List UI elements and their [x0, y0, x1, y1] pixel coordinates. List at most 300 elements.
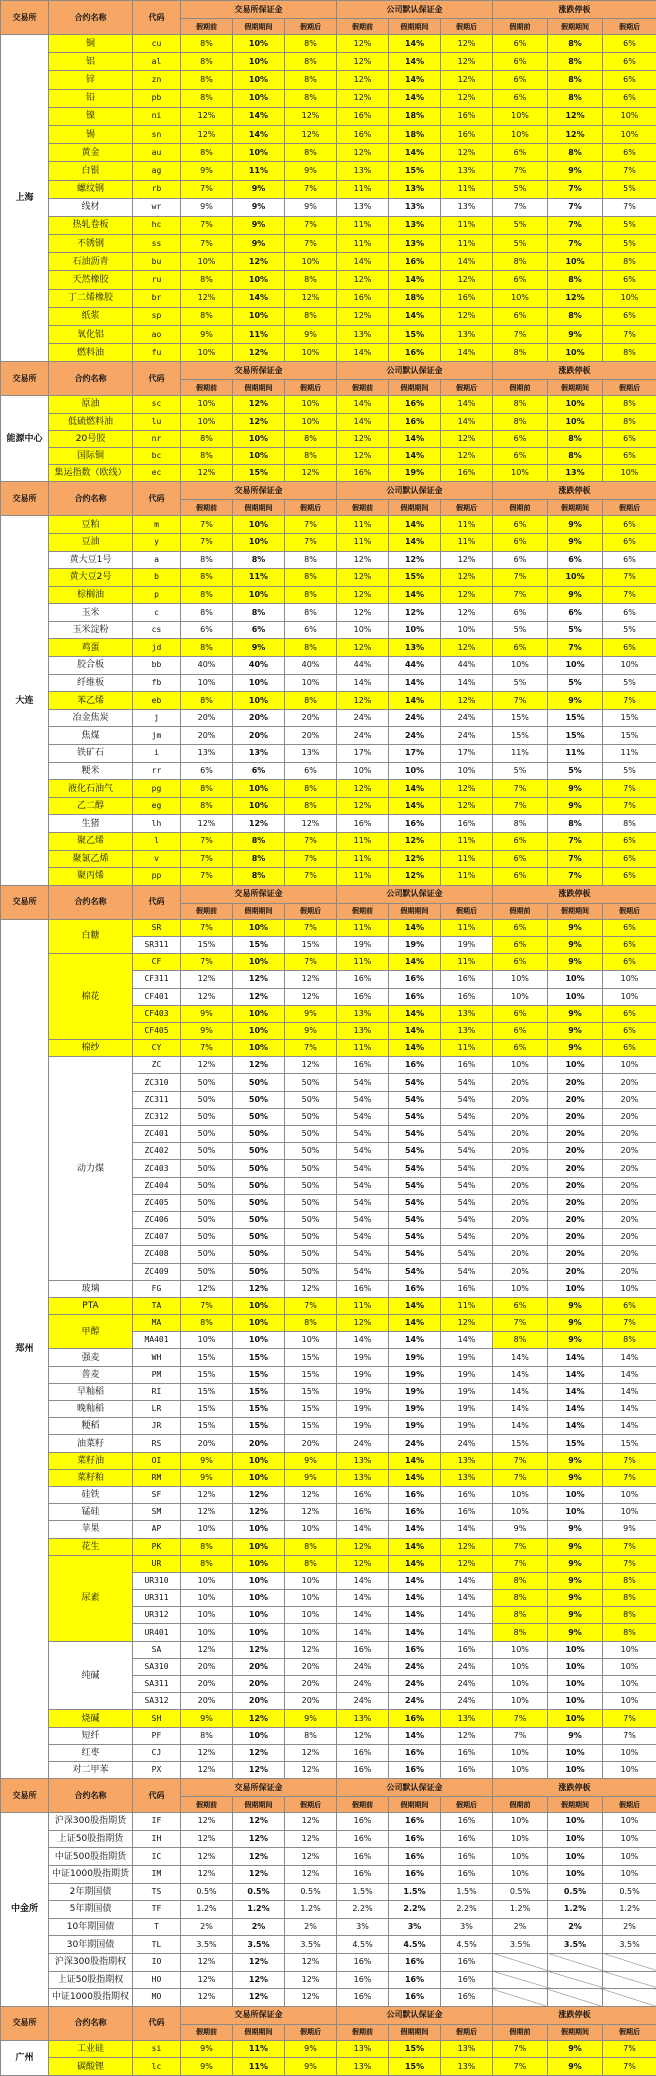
- value-cell: 14%: [389, 1538, 441, 1555]
- contract-name: 短纤: [49, 1727, 133, 1744]
- value-cell: 8%: [285, 89, 337, 107]
- value-cell: 12%: [337, 271, 389, 289]
- value-cell: 12%: [181, 465, 233, 482]
- contract-code: bu: [133, 253, 181, 271]
- value-cell: 6%: [603, 307, 656, 325]
- value-cell: 20%: [233, 1693, 285, 1710]
- value-cell: 10%: [389, 621, 441, 639]
- value-cell: 16%: [389, 971, 441, 988]
- value-cell: 12%: [181, 1057, 233, 1074]
- value-cell: 7%: [493, 797, 548, 815]
- table-row: [1, 569, 656, 587]
- value-cell: 10%: [493, 1830, 548, 1848]
- value-cell: 14%: [389, 516, 441, 534]
- value-cell: 50%: [285, 1211, 337, 1228]
- value-cell: 9%: [548, 162, 603, 180]
- value-cell: 7%: [548, 868, 603, 886]
- value-cell: 9%: [548, 1315, 603, 1332]
- value-cell: 15%: [181, 1383, 233, 1400]
- value-cell: 6%: [603, 1022, 656, 1039]
- value-cell: 20%: [493, 1177, 548, 1194]
- contract-code: ZC: [133, 1057, 181, 1074]
- value-cell: 8%: [603, 1572, 656, 1589]
- value-cell: 17%: [389, 745, 441, 763]
- value-cell: 8%: [548, 53, 603, 71]
- value-cell: 7%: [548, 198, 603, 216]
- contract-code: i: [133, 745, 181, 763]
- value-cell: 12%: [337, 639, 389, 657]
- value-cell: 16%: [441, 1848, 493, 1866]
- contract-name: 晚籼稻: [49, 1401, 133, 1418]
- table-row: [1, 1057, 656, 1074]
- value-cell: 16%: [337, 1057, 389, 1074]
- header-period: 假期后: [285, 1797, 337, 1813]
- value-cell: 7%: [548, 833, 603, 851]
- value-cell: 54%: [441, 1126, 493, 1143]
- value-cell: 8%: [181, 35, 233, 53]
- value-cell: 13%: [441, 1469, 493, 1486]
- value-cell: 50%: [181, 1194, 233, 1211]
- value-cell: 8%: [181, 639, 233, 657]
- value-cell: 16%: [389, 988, 441, 1005]
- contract-name: 铝: [49, 53, 133, 71]
- value-cell: 1.2%: [603, 1901, 656, 1919]
- value-cell: 54%: [441, 1091, 493, 1108]
- value-cell: 54%: [337, 1246, 389, 1263]
- contract-code: SR: [133, 919, 181, 936]
- value-cell: 7%: [603, 1538, 656, 1555]
- value-cell: 6%: [603, 868, 656, 886]
- value-cell: 20%: [603, 1160, 656, 1177]
- contract-code: zn: [133, 71, 181, 89]
- value-cell: 50%: [285, 1143, 337, 1160]
- contract-code: ag: [133, 162, 181, 180]
- value-cell: 14%: [389, 1332, 441, 1349]
- value-cell: 14%: [493, 1401, 548, 1418]
- value-cell: 2.2%: [441, 1901, 493, 1919]
- value-cell: 20%: [603, 1143, 656, 1160]
- value-cell: 10%: [233, 1521, 285, 1538]
- value-cell: 15%: [233, 1366, 285, 1383]
- value-cell: 9%: [181, 162, 233, 180]
- value-cell: 14%: [389, 692, 441, 710]
- contract-name: 5年期国债: [49, 1901, 133, 1919]
- value-cell: 20%: [548, 1091, 603, 1108]
- value-cell: 16%: [389, 815, 441, 833]
- value-cell: 9%: [548, 1727, 603, 1744]
- value-cell: 16%: [337, 815, 389, 833]
- value-cell: 10%: [548, 1813, 603, 1831]
- value-cell: 10%: [233, 797, 285, 815]
- contract-code: CF403: [133, 1005, 181, 1022]
- value-cell: 15%: [181, 1401, 233, 1418]
- value-cell: 14%: [493, 1383, 548, 1400]
- value-cell: 8%: [181, 604, 233, 622]
- value-cell: 5%: [603, 235, 656, 253]
- value-cell: 20%: [181, 709, 233, 727]
- value-cell: 6%: [493, 447, 548, 464]
- contract-name: 天然橡胶: [49, 271, 133, 289]
- value-cell: 10%: [603, 1486, 656, 1503]
- value-cell: 7%: [285, 850, 337, 868]
- value-cell: 6%: [493, 1297, 548, 1314]
- value-cell: 8%: [493, 1332, 548, 1349]
- value-cell: 6%: [181, 762, 233, 780]
- value-cell: 7%: [181, 833, 233, 851]
- contract-code: lh: [133, 815, 181, 833]
- value-cell: 9%: [548, 797, 603, 815]
- value-cell: 19%: [441, 1349, 493, 1366]
- value-cell: 12%: [285, 815, 337, 833]
- table-row: [1, 919, 656, 936]
- value-cell: 10%: [337, 621, 389, 639]
- value-cell: 20%: [181, 1676, 233, 1693]
- value-cell: 9%: [493, 1521, 548, 1538]
- header-period: 假期后: [441, 2024, 493, 2040]
- value-cell: 13%: [441, 2058, 493, 2076]
- value-cell: 8%: [233, 833, 285, 851]
- value-cell: 8%: [493, 396, 548, 413]
- value-cell: 54%: [441, 1108, 493, 1125]
- value-cell: 16%: [441, 289, 493, 307]
- contract-code: HO: [133, 1971, 181, 1989]
- value-cell: 54%: [389, 1143, 441, 1160]
- value-cell: 16%: [389, 1641, 441, 1658]
- header-price-limit: 涨跌停板: [493, 482, 656, 500]
- value-cell: 8%: [181, 271, 233, 289]
- exchange-name: 上海: [1, 35, 49, 362]
- value-cell: 12%: [285, 1641, 337, 1658]
- contract-name: 碳酸锂: [49, 2058, 133, 2076]
- header-period: 假期前: [337, 1797, 389, 1813]
- value-cell: 12%: [233, 971, 285, 988]
- value-cell: 54%: [389, 1246, 441, 1263]
- value-cell: 12%: [285, 465, 337, 482]
- value-cell: 14%: [389, 919, 441, 936]
- table-row: [1, 35, 656, 53]
- contract-name: 沪深300股指期权: [49, 1953, 133, 1971]
- value-cell: 12%: [181, 1813, 233, 1831]
- value-cell: 10%: [233, 144, 285, 162]
- contract-code: ZC310: [133, 1074, 181, 1091]
- value-cell: 12%: [548, 107, 603, 125]
- value-cell: 6%: [603, 1297, 656, 1314]
- value-cell: 8%: [181, 1538, 233, 1555]
- contract-name: 玉米: [49, 604, 133, 622]
- value-cell: 12%: [337, 604, 389, 622]
- value-cell: 8%: [548, 815, 603, 833]
- value-cell: 16%: [337, 125, 389, 143]
- table-row: [1, 2040, 656, 2058]
- value-cell: 8%: [285, 586, 337, 604]
- value-cell: 12%: [441, 271, 493, 289]
- value-cell: 19%: [389, 1349, 441, 1366]
- value-cell: 5%: [548, 621, 603, 639]
- value-cell: 16%: [389, 1813, 441, 1831]
- value-cell: 16%: [389, 396, 441, 413]
- contract-name: 玉米淀粉: [49, 621, 133, 639]
- value-cell: 6%: [603, 551, 656, 569]
- value-cell: 50%: [181, 1160, 233, 1177]
- value-cell: 6%: [493, 71, 548, 89]
- value-cell: 12%: [441, 551, 493, 569]
- value-cell: 8%: [181, 797, 233, 815]
- value-cell: 10%: [181, 253, 233, 271]
- table-row: [1, 271, 656, 289]
- value-cell: 10%: [548, 1504, 603, 1521]
- section-header-row: [1, 1779, 656, 1797]
- value-cell: 16%: [337, 1641, 389, 1658]
- contract-code: MO: [133, 1989, 181, 2007]
- value-cell: 54%: [337, 1143, 389, 1160]
- value-cell: 19%: [389, 1366, 441, 1383]
- value-cell: 11%: [441, 180, 493, 198]
- contract-name: 玻璃: [49, 1280, 133, 1297]
- table-row: [1, 604, 656, 622]
- value-cell: 10%: [603, 465, 656, 482]
- value-cell: 16%: [337, 1280, 389, 1297]
- value-cell: 7%: [181, 1040, 233, 1057]
- value-cell: 19%: [441, 1383, 493, 1400]
- value-cell: 2.2%: [389, 1901, 441, 1919]
- value-cell: 9%: [548, 1469, 603, 1486]
- value-cell: 10%: [493, 1744, 548, 1761]
- value-cell: 8%: [603, 1332, 656, 1349]
- exchange-name: 郑州: [1, 919, 49, 1778]
- table-row: [1, 797, 656, 815]
- value-cell: 8%: [493, 815, 548, 833]
- value-cell: 16%: [337, 1504, 389, 1521]
- contract-name: 黄金: [49, 144, 133, 162]
- value-cell: 7%: [493, 1727, 548, 1744]
- value-cell: 10%: [233, 954, 285, 971]
- contract-code: MA401: [133, 1332, 181, 1349]
- value-cell: 10%: [548, 1761, 603, 1778]
- value-cell: 10%: [389, 762, 441, 780]
- value-cell: 1.5%: [389, 1883, 441, 1901]
- value-cell: 24%: [441, 1658, 493, 1675]
- contract-code: si: [133, 2040, 181, 2058]
- value-cell: 7%: [285, 216, 337, 234]
- value-cell: [603, 1989, 656, 2007]
- value-cell: 7%: [603, 2058, 656, 2076]
- value-cell: 11%: [337, 516, 389, 534]
- value-cell: 16%: [389, 1971, 441, 1989]
- value-cell: 14%: [441, 396, 493, 413]
- value-cell: 12%: [337, 586, 389, 604]
- value-cell: 10%: [603, 971, 656, 988]
- contract-code: jm: [133, 727, 181, 745]
- value-cell: 7%: [285, 919, 337, 936]
- header-period: 假期前: [181, 903, 233, 919]
- value-cell: 54%: [337, 1091, 389, 1108]
- contract-name: 10年期国债: [49, 1918, 133, 1936]
- value-cell: 12%: [285, 1280, 337, 1297]
- value-cell: 8%: [548, 271, 603, 289]
- value-cell: 19%: [441, 936, 493, 953]
- header-period: 假期期间: [389, 903, 441, 919]
- contract-name: 冶金焦炭: [49, 709, 133, 727]
- value-cell: 12%: [337, 797, 389, 815]
- value-cell: 6%: [233, 621, 285, 639]
- value-cell: 14%: [603, 1418, 656, 1435]
- value-cell: 19%: [337, 936, 389, 953]
- contract-code: SA: [133, 1641, 181, 1658]
- value-cell: 1.2%: [493, 1901, 548, 1919]
- value-cell: 8%: [548, 71, 603, 89]
- value-cell: 16%: [441, 1057, 493, 1074]
- value-cell: 8%: [181, 780, 233, 798]
- value-cell: 10%: [548, 657, 603, 675]
- header-company-margin: 公司默认保证金: [337, 1, 493, 19]
- contract-name: 鸡蛋: [49, 639, 133, 657]
- value-cell: 8%: [285, 307, 337, 325]
- contract-name: 棕榈油: [49, 586, 133, 604]
- value-cell: 10%: [548, 1744, 603, 1761]
- table-row: [1, 180, 656, 198]
- value-cell: 10%: [548, 1848, 603, 1866]
- value-cell: 5%: [603, 762, 656, 780]
- value-cell: 5%: [603, 216, 656, 234]
- header-period: 假期期间: [548, 19, 603, 35]
- header-exchange-margin: 交易所保证金: [181, 362, 337, 380]
- value-cell: 20%: [233, 1676, 285, 1693]
- value-cell: 13%: [337, 162, 389, 180]
- value-cell: 20%: [233, 1658, 285, 1675]
- value-cell: 10%: [285, 674, 337, 692]
- value-cell: 8%: [548, 307, 603, 325]
- value-cell: 7%: [285, 868, 337, 886]
- value-cell: 12%: [285, 1813, 337, 1831]
- value-cell: 3%: [441, 1918, 493, 1936]
- value-cell: 10%: [233, 674, 285, 692]
- value-cell: 11%: [337, 833, 389, 851]
- value-cell: 7%: [181, 868, 233, 886]
- value-cell: 20%: [548, 1108, 603, 1125]
- value-cell: 54%: [441, 1074, 493, 1091]
- value-cell: 12%: [285, 289, 337, 307]
- value-cell: 14%: [389, 954, 441, 971]
- value-cell: 20%: [285, 1658, 337, 1675]
- value-cell: 54%: [337, 1263, 389, 1280]
- value-cell: 12%: [441, 569, 493, 587]
- value-cell: 7%: [285, 954, 337, 971]
- value-cell: 15%: [233, 1401, 285, 1418]
- value-cell: 15%: [603, 727, 656, 745]
- value-cell: 13%: [441, 326, 493, 344]
- value-cell: 9%: [603, 1521, 656, 1538]
- table-row: [1, 692, 656, 710]
- value-cell: 7%: [493, 162, 548, 180]
- value-cell: 13%: [389, 180, 441, 198]
- header-period: 假期后: [285, 2024, 337, 2040]
- value-cell: 10%: [441, 762, 493, 780]
- table-row: [1, 1761, 656, 1778]
- value-cell: 10%: [285, 1572, 337, 1589]
- value-cell: 54%: [337, 1074, 389, 1091]
- value-cell: 14%: [233, 289, 285, 307]
- value-cell: 12%: [337, 1727, 389, 1744]
- value-cell: 12%: [181, 1744, 233, 1761]
- header-period: 假期期间: [233, 19, 285, 35]
- value-cell: 3.5%: [493, 1936, 548, 1954]
- value-cell: 9%: [285, 2058, 337, 2076]
- contract-name: 不锈钢: [49, 235, 133, 253]
- value-cell: 12%: [548, 289, 603, 307]
- value-cell: 16%: [389, 1761, 441, 1778]
- contract-code: cs: [133, 621, 181, 639]
- value-cell: 6%: [603, 53, 656, 71]
- value-cell: 16%: [389, 1504, 441, 1521]
- header-period: 假期前: [493, 19, 548, 35]
- table-row: [1, 1366, 656, 1383]
- value-cell: 16%: [337, 988, 389, 1005]
- value-cell: 7%: [548, 180, 603, 198]
- value-cell: 11%: [233, 2058, 285, 2076]
- contract-code: rr: [133, 762, 181, 780]
- value-cell: 14%: [389, 797, 441, 815]
- value-cell: 16%: [441, 1761, 493, 1778]
- value-cell: 24%: [389, 1435, 441, 1452]
- value-cell: 13%: [441, 2040, 493, 2058]
- contract-code: ZC312: [133, 1108, 181, 1125]
- value-cell: 15%: [493, 709, 548, 727]
- contract-code: WH: [133, 1349, 181, 1366]
- value-cell: 50%: [233, 1091, 285, 1108]
- header-exchange-margin: 交易所保证金: [181, 1779, 337, 1797]
- value-cell: 20%: [493, 1074, 548, 1091]
- contract-code: rb: [133, 180, 181, 198]
- table-row: [1, 1971, 656, 1989]
- value-cell: 10%: [493, 1486, 548, 1503]
- header-period: 假期前: [337, 2024, 389, 2040]
- value-cell: 16%: [389, 1989, 441, 2007]
- value-cell: 10%: [603, 988, 656, 1005]
- value-cell: 40%: [181, 657, 233, 675]
- value-cell: 9%: [181, 1469, 233, 1486]
- header-period: 假期后: [441, 903, 493, 919]
- value-cell: 6%: [493, 868, 548, 886]
- value-cell: 12%: [181, 1830, 233, 1848]
- value-cell: 20%: [181, 1693, 233, 1710]
- value-cell: 15%: [548, 727, 603, 745]
- contract-code: ni: [133, 107, 181, 125]
- value-cell: 7%: [603, 569, 656, 587]
- value-cell: 12%: [285, 1989, 337, 2007]
- value-cell: 20%: [548, 1211, 603, 1228]
- value-cell: 10%: [233, 1022, 285, 1039]
- header-period: 假期期间: [389, 380, 441, 396]
- header-price-limit: 涨跌停板: [493, 2006, 656, 2024]
- contract-code: ss: [133, 235, 181, 253]
- value-cell: 8%: [285, 430, 337, 447]
- value-cell: 8%: [285, 1315, 337, 1332]
- value-cell: 44%: [337, 657, 389, 675]
- value-cell: 10%: [603, 1504, 656, 1521]
- value-cell: 20%: [548, 1143, 603, 1160]
- value-cell: [548, 1971, 603, 1989]
- value-cell: 16%: [337, 1953, 389, 1971]
- header-period: 假期前: [493, 1797, 548, 1813]
- value-cell: 14%: [389, 53, 441, 71]
- value-cell: 1.2%: [285, 1901, 337, 1919]
- value-cell: 13%: [441, 1452, 493, 1469]
- value-cell: 15%: [181, 1349, 233, 1366]
- contract-code: UR: [133, 1555, 181, 1572]
- value-cell: 14%: [548, 1383, 603, 1400]
- value-cell: 15%: [603, 709, 656, 727]
- value-cell: 6%: [603, 516, 656, 534]
